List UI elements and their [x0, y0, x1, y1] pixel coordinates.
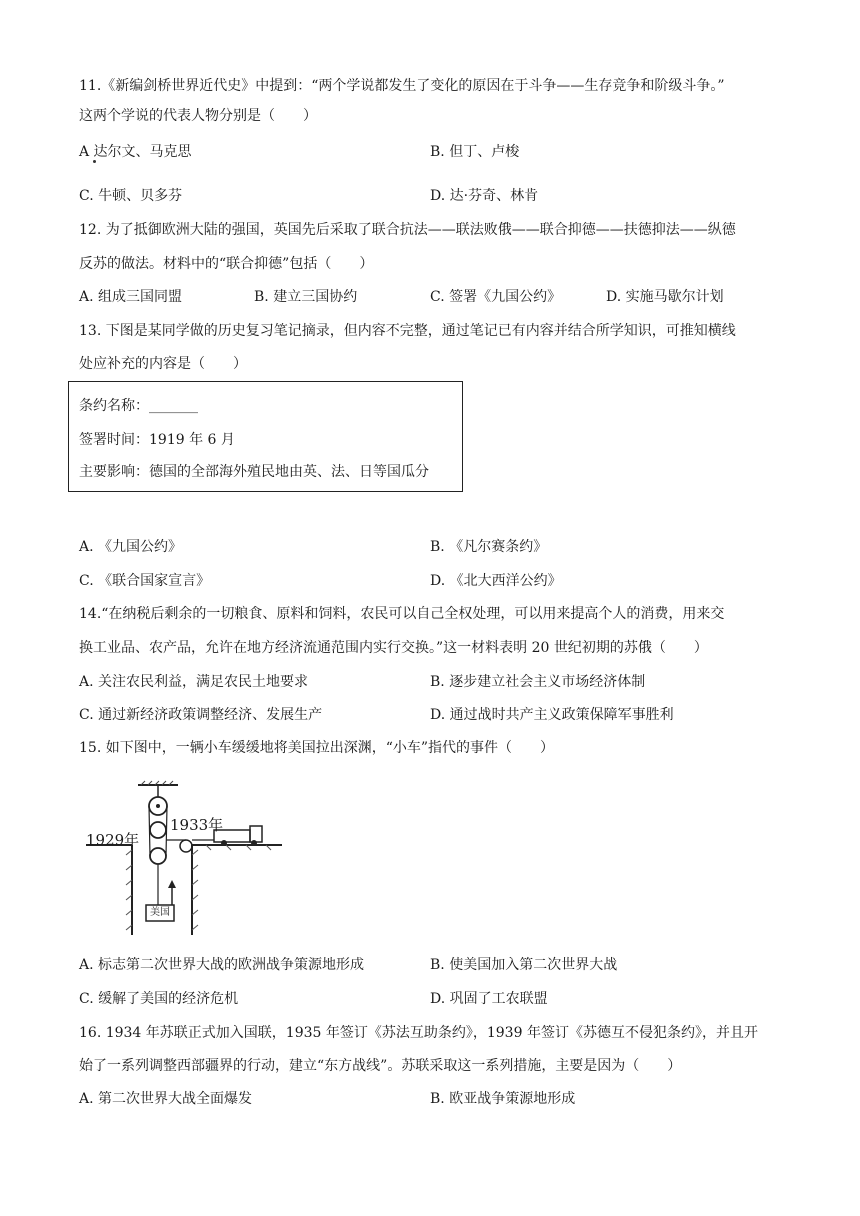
q12-option-a: A. 组成三国同盟: [79, 289, 183, 305]
q13-stem-line1: 13. 下图是某同学做的历史复习笔记摘录，但内容不完整，通过笔记已有内容并结合所学知识，可推知横线: [79, 323, 736, 339]
q12-option-c: C. 签署《九国公约》: [430, 289, 562, 305]
q15-option-b: B. 使美国加入第二次世界大战: [430, 957, 618, 973]
note-treaty-name: 条约名称：_______: [79, 398, 198, 414]
q15-stem-line1: 15. 如下图中，一辆小车缓缓地将美国拉出深渊，“小车”指代的事件（ ）: [79, 740, 555, 756]
q13-option-a: A. 《九国公约》: [79, 539, 183, 555]
q16-stem-line1: 16. 1934 年苏联正式加入国联，1935 年签订《苏法互助条约》，1939 年签订《苏德互不侵犯条约》，并且开: [79, 1025, 758, 1041]
q12-stem-line1: 12. 为了抵御欧洲大陆的强国，英国先后采取了联合抗法——联法败俄——联合抑德——扶德抑法——纵德: [79, 222, 736, 238]
year-label-1933: 1933年: [170, 816, 224, 834]
q13-stem-line2: 处应补充的内容是（ ）: [79, 356, 247, 372]
note-main-impact: 主要影响：德国的全部海外殖民地由英、法、日等国瓜分: [79, 464, 429, 480]
q16-option-b: B. 欧亚战争策源地形成: [430, 1091, 576, 1107]
q13-option-d: D. 《北大西洋公约》: [430, 573, 562, 589]
q15-option-a: A. 标志第二次世界大战的欧洲战争策源地形成: [79, 957, 365, 973]
q14-option-c: C. 通过新经济政策调整经济、发展生产: [79, 707, 323, 723]
q15-option-c: C. 缓解了美国的经济危机: [79, 991, 239, 1007]
q14-stem-line1: 14.“在纳税后剩余的一切粮食、原料和饲料，农民可以自己全权处理，可以用来提高个人的消费，用来交: [79, 606, 725, 622]
q14-option-b: B. 逐步建立社会主义市场经济体制: [430, 674, 646, 690]
q13-option-b: B. 《凡尔赛条约》: [430, 539, 548, 555]
q16-option-a: A. 第二次世界大战全面爆发: [79, 1091, 253, 1107]
q12-option-d: D. 实施马歇尔计划: [606, 289, 724, 305]
stray-dot: [93, 160, 96, 163]
q14-option-d: D. 通过战时共产主义政策保障军事胜利: [430, 707, 674, 723]
q15-option-d: D. 巩固了工农联盟: [430, 991, 548, 1007]
pulley-cartoon-drawing: [86, 780, 286, 940]
q11-stem-line1: 11.《新编剑桥世界近代史》中提到：“两个学说都发生了变化的原因在于斗争——生存竞争和阶级斗争。”: [79, 78, 725, 94]
note-signing-time: 签署时间：1919 年 6 月: [79, 432, 235, 448]
q11-option-b: B. 但丁、卢梭: [430, 144, 520, 160]
q11-option-d: D. 达·芬奇、林肯: [430, 188, 539, 204]
q12-stem-line2: 反苏的做法。材料中的“联合抑德”包括（ ）: [79, 256, 374, 272]
q14-stem-line2: 换工业品、农产品，允许在地方经济流通范围内实行交换。”这一材料表明 20 世纪初期的苏俄（ ）: [79, 640, 708, 656]
usa-box-label: 美国: [150, 907, 170, 918]
study-note-box: [68, 381, 463, 492]
year-label-1929: 1929年: [86, 831, 140, 849]
q11-stem-line2: 这两个学说的代表人物分别是（ ）: [79, 108, 317, 124]
q11-option-a: A 达尔文、马克思: [79, 144, 192, 160]
q12-option-b: B. 建立三国协约: [254, 289, 358, 305]
pulley-cartoon: [86, 780, 286, 940]
q14-option-a: A. 关注农民利益，满足农民土地要求: [79, 674, 309, 690]
q13-option-c: C. 《联合国家宣言》: [79, 573, 211, 589]
q16-stem-line2: 始了一系列调整西部疆界的行动，建立“东方战线”。苏联采取这一系列措施，主要是因为（ ）: [79, 1058, 682, 1074]
q11-option-c: C. 牛顿、贝多芬: [79, 188, 183, 204]
